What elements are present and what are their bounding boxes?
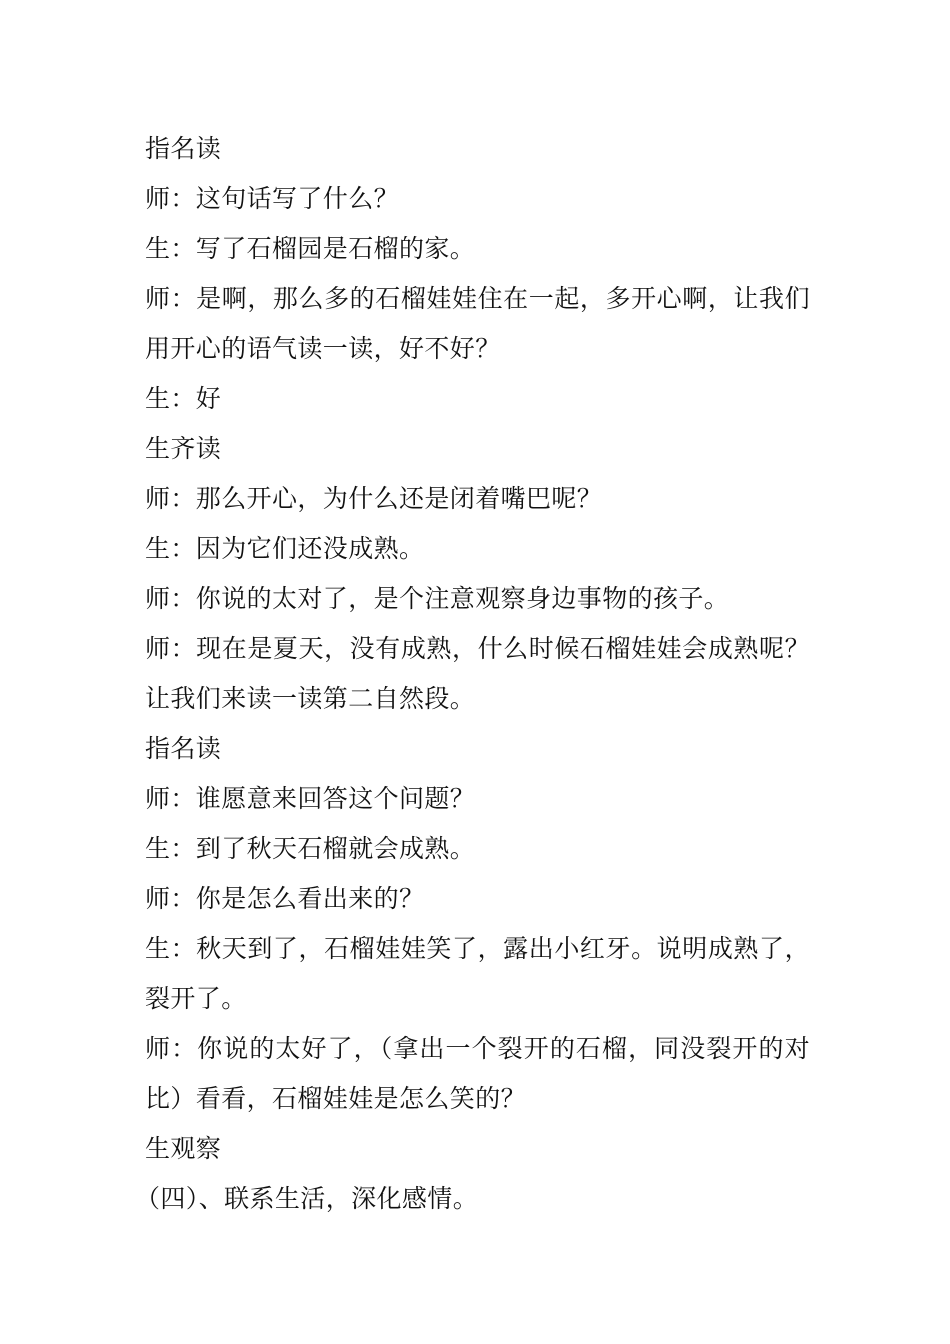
- paragraph-13: 生：到了秋天石榴就会成熟。: [145, 834, 476, 863]
- paragraph-16: 师：你说的太好了，（拿出一个裂开的石榴，同没裂开的对比）看看，石榴娃娃是怎么笑的？: [145, 1034, 810, 1113]
- section-heading: （四）、联系生活，深化感情。: [135, 1184, 479, 1213]
- paragraph-8: 生：因为它们还没成熟。: [145, 534, 425, 563]
- paragraph-17: 生观察: [145, 1134, 222, 1163]
- paragraph-11: 指名读: [145, 734, 222, 763]
- paragraph-3: 生：写了石榴园是石榴的家。: [145, 234, 476, 263]
- paragraph-4: 师：是啊，那么多的石榴娃娃住在一起，多开心啊，让我们用开心的语气读一读，好不好？: [145, 284, 810, 363]
- paragraph-2: 师：这句话写了什么？: [145, 184, 400, 213]
- document-body: [135, 124, 810, 1224]
- paragraph-14: 师：你是怎么看出来的？: [145, 884, 425, 913]
- paragraph-1: 指名读: [145, 134, 222, 163]
- paragraph-10: 师：现在是夏天，没有成熟，什么时候石榴娃娃会成熟呢？让我们来读一读第二自然段。: [145, 634, 810, 713]
- paragraph-9: 师：你说的太对了，是个注意观察身边事物的孩子。: [145, 584, 730, 613]
- paragraph-15: 生：秋天到了，石榴娃娃笑了，露出小红牙。说明成熟了，裂开了。: [145, 934, 810, 1013]
- paragraph-6: 生齐读: [145, 434, 222, 463]
- paragraph-7: 师：那么开心，为什么还是闭着嘴巴呢？: [145, 484, 603, 513]
- paragraph-12: 师：谁愿意来回答这个问题？: [145, 784, 476, 813]
- paragraph-5: 生：好: [145, 384, 222, 413]
